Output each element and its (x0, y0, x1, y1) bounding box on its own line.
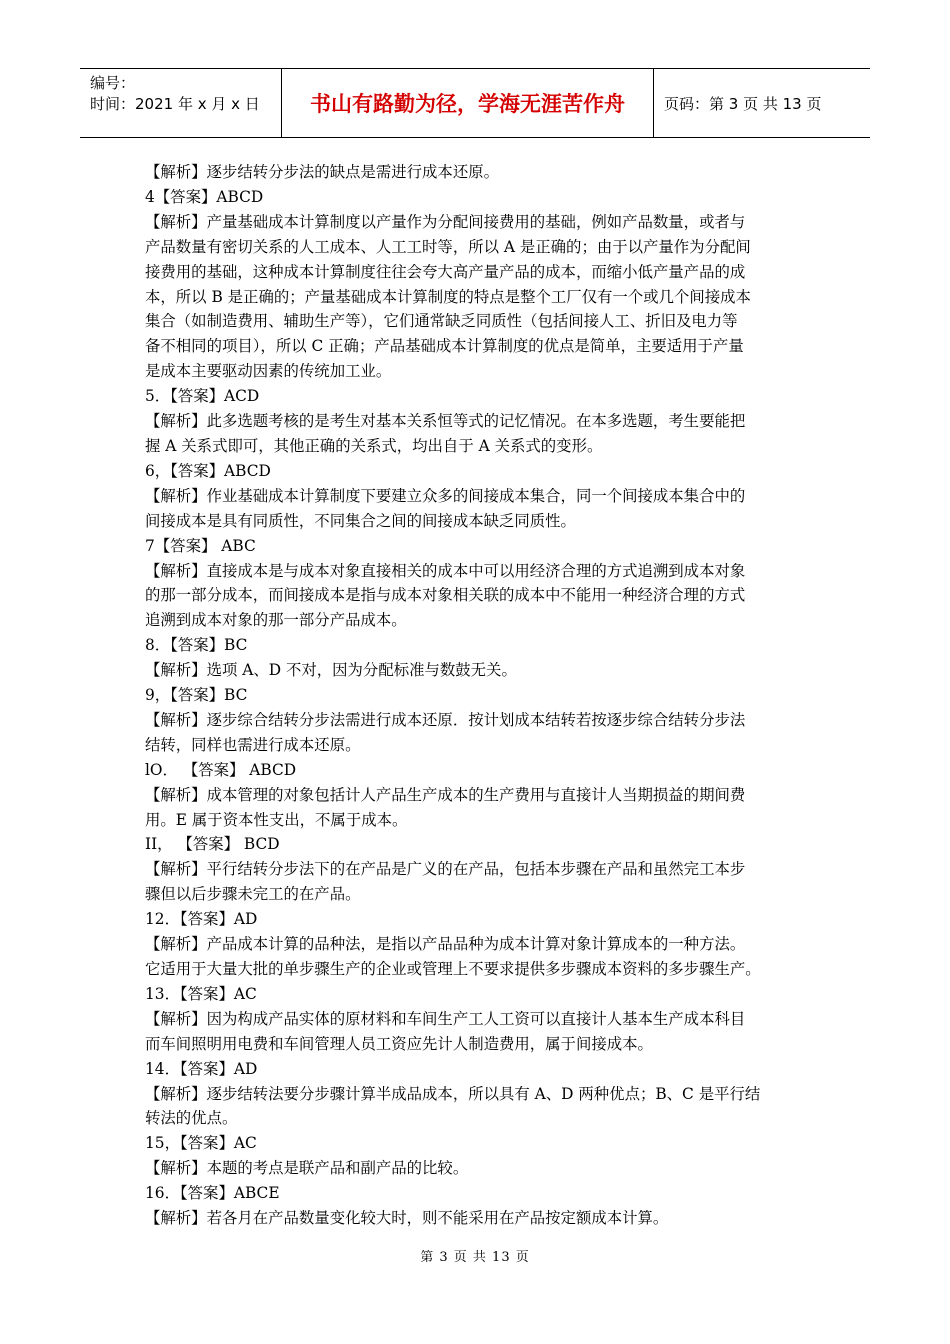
text-line: 【解析】平行结转分步法下的在产品是广义的在产品，包括本步骤在产品和虽然完工本步 (145, 860, 746, 879)
document-number-label: 编号： (90, 74, 136, 92)
text-line: 6，【答案】ABCD (145, 461, 271, 480)
text-line: 的那一部分成本，而间接成本是指与成本对象相关联的成本中不能用一种经济合理的方式 (145, 586, 746, 605)
header-motto: 书山有路勤为径，学海无涯苦作舟 (282, 69, 654, 137)
text-line: II， 【答案】 BCD (145, 835, 280, 854)
text-line: 【解析】直接成本是与成本对象直接相关的成本中可以用经济合理的方式追溯到成本对象 (145, 561, 746, 580)
text-line: 间接成本是具有同质性，不同集合之间的间接成本缺乏同质性。 (145, 511, 576, 530)
text-line: 【解析】产量基础成本计算制度以产量作为分配间接费用的基础，例如产品数量，或者与 (145, 212, 746, 231)
text-line: 它适用于大量大批的单步骤生产的企业或管理上不要求提供多步骤成本资料的多步骤生产。 (145, 960, 761, 978)
text-line: 用。E 属于资本性支出，不属于成本。 (145, 810, 408, 829)
text-line: 【解析】产品成本计算的品种法，是指以产品品种为成本计算对象计算成本的一种方法。 (145, 935, 746, 954)
page-header (80, 68, 870, 138)
text-line: 15，【答案】AC (145, 1134, 257, 1153)
text-line: 转法的优点。 (145, 1109, 238, 1128)
text-line: 9，【答案】BC (145, 686, 248, 705)
text-line: 【解析】逐步结转法要分步骤计算半成品成本，所以具有 A、D 两种优点；B、C 是平行结 (145, 1084, 761, 1103)
document-body (145, 160, 810, 1231)
text-line: 【解析】成本管理的对象包括计人产品生产成本的生产费用与直接计人当期损益的期间费 (145, 785, 746, 804)
text-line: 16．【答案】ABCE (145, 1184, 280, 1203)
text-line: 5．【答案】ACD (145, 387, 260, 406)
text-line: 14．【答案】AD (145, 1059, 258, 1078)
text-line: 【解析】若各月在产品数量变化较大时，则不能采用在产品按定额成本计算。 (145, 1209, 669, 1228)
text-line: 【解析】此多选题考核的是考生对基本关系恒等式的记忆情况。在本多选题，考生要能把 (145, 412, 746, 431)
text-line: 是成本主要驱动因素的传统加工业。 (145, 362, 392, 381)
text-line: 结转，同样也需进行成本还原。 (145, 735, 361, 754)
text-line: 【解析】作业基础成本计算制度下要建立众多的间接成本集合，同一个间接成本集合中的 (145, 486, 746, 505)
text-line: 【解析】本题的考点是联产品和副产品的比较。 (145, 1159, 469, 1178)
text-line: 追溯到成本对象的那一部分产品成本。 (145, 611, 407, 630)
text-line: 产品数量有密切关系的人工成本、人工工时等，所以 A 是正确的；由于以产量作为分配间 (145, 237, 751, 256)
page-footer: 第 3 页 共 13 页 (420, 1250, 530, 1265)
text-line: 骤但以后步骤未完工的在产品。 (145, 885, 361, 904)
text-line: 13．【答案】AC (145, 984, 257, 1003)
text-line: 备不相同的项目），所以 C 正确；产品基础成本计算制度的优点是简单，主要适用于产量 (145, 337, 744, 356)
text-line: 本，所以 B 是正确的；产量基础成本计算制度的特点是整个工厂仅有一个或几个间接成本 (145, 287, 751, 306)
header-page-number: 页码：第 3 页 共 13 页 (664, 94, 822, 113)
text-line: 【解析】因为构成产品实体的原材料和车间生产工人工资可以直接计人基本生产成本科目 (145, 1009, 746, 1028)
text-line: 集合（如制造费用、辅助生产等），它们通常缺乏同质性（包括间接人工、折旧及电力等 (145, 312, 738, 331)
text-line: 12．【答案】AD (145, 910, 258, 929)
text-line: 7【答案】 ABC (145, 536, 256, 555)
text-line: 8．【答案】BC (145, 636, 248, 655)
text-line: 4【答案】ABCD (145, 187, 264, 206)
text-line: 握 A 关系式即可，其他正确的关系式，均出自于 A 关系式的变形。 (145, 436, 603, 455)
text-line: 【解析】逐步综合结转分步法需进行成本还原．按计划成本结转若按逐步综合结转分步法 (145, 710, 746, 729)
text-line: 【解析】选项 A、D 不对，因为分配标准与数鼓无关。 (145, 661, 517, 680)
document-time-label: 时间：2021 年 x 月 x 日 (90, 95, 260, 113)
text-line: 而车间照明用电费和车间管理人员工资应先计人制造费用，属于间接成本。 (145, 1034, 653, 1053)
header-meta (80, 69, 282, 137)
text-line: 接费用的基础，这种成本计算制度往往会夸大高产量产品的成本，而缩小低产量产品的成 (145, 262, 746, 281)
text-line: 【解析】逐步结转分步法的缺点是需进行成本还原。 (145, 163, 499, 181)
text-line: lO． 【答案】 ABCD (145, 760, 297, 779)
